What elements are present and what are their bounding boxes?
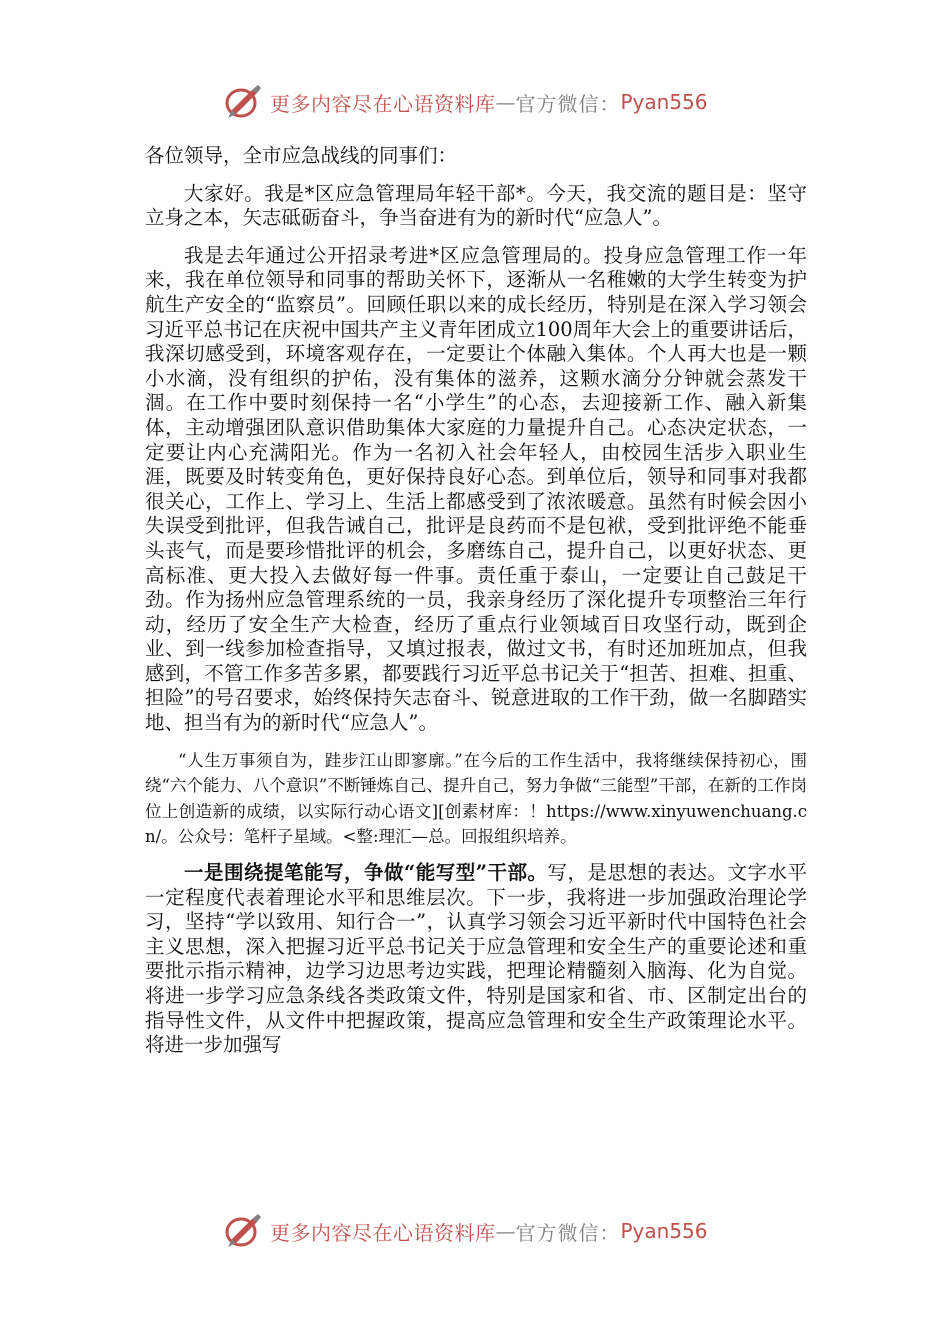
- section-heading: 一是围绕提笔能写，争做“能写型”干部。: [184, 861, 548, 885]
- section-body: 写，是思想的表达。文字水平一定程度代表着理论水平和思维层次。下一步，我将进一步加强政治理论学习，坚持“学以致用、知行合一”，认真学习领会习近平新时代中国特色社会主义思想，深入把握习近平总书记关于应急管理和安全生产的重要论述和重要批示指示精神，边学习边思考边实践，把理论精髓刻入脑海、化为自觉。将进一步学习应急条线各类政策文件，特别是国家和省、市、区制定出台的指导性文件，从文件中把握政策，提高应急管理和安全生产政策理论水平。将进一步加强写: [145, 861, 807, 1057]
- paragraph-section-one: [145, 861, 807, 1058]
- greeting: 各位领导，全市应急战线的同事们：: [145, 144, 458, 167]
- banner-text: 更多内容尽在心语资料库: [270, 1220, 496, 1245]
- banner-wechat-label: 官方微信：: [515, 91, 621, 116]
- header-banner: [222, 82, 728, 122]
- banner-wechat-id: Pyan556: [620, 1219, 708, 1243]
- banner-separator: —: [495, 90, 516, 114]
- pen-logo-icon: [222, 1211, 264, 1251]
- banner-wechat-label: 官方微信：: [515, 1220, 621, 1245]
- pen-logo-icon: [222, 82, 264, 122]
- paragraph-experience: 我是去年通过公开招录考进*区应急管理局的。投身应急管理工作一年来，我在单位领导和同事的帮助关怀下，逐渐从一名稚嫩的大学生转变为护航生产安全的“监察员”。回顾任职以来的成长经历，特别是在深入学习领会习近平总书记在庆祝中国共产主义青年团成立100周年大会上的重要讲话后，我深切感受到，环境客观存在，一定要让个体融入集体。个人再大也是一颗小水滴，没有组织的护佑，没有集体的滋养，这颗水滴分分钟就会蒸发干涸。在工作中要时刻保持一名“小学生”的心态，去迎接新工作、融入新集体，主动增强团队意识借助集体大家庭的力量提升自己。心态决定状态，一定要让内心充满阳光。作为一名初入社会年轻人，由校园生活步入职业生涯，既要及时转变角色，更好保持良好心态。到单位后，领导和同事对我都很关心，工作上、学习上、生活上都感受到了浓浓暖意。虽然有时候会因小失误受到批评，但我告诫自己，批评是良药而不是包袱，受到批评绝不能垂头丧气，而是要珍惜批评的机会，多磨练自己，提升自己，以更好状态、更高标准、更大投入去做好每一件事。责任重于泰山，一定要让自己鼓足干劲。作为扬州应急管理系统的一员，我亲身经历了深化提升专项整治三年行动，经历了安全生产大检查，经历了重点行业领域百日攻坚行动，既到企业、到一线参加检查指导，又填过报表，做过文书，有时还加班加点，但我感到，不管工作多苦多累，都要践行习近平总书记关于“担苦、担难、担重、担险”的号召要求，始终保持矢志奋斗、锐意进取的工作干劲，做一名脚踏实地、担当有为的新时代“应急人”。: [145, 243, 807, 735]
- banner-wechat-id: Pyan556: [620, 90, 708, 114]
- footer-banner: [222, 1211, 728, 1251]
- paragraph-quote: “人生万事须自为，跬步江山即寥廓。”在今后的工作生活中，我将继续保持初心，围绕“六个能力、八个意识”不断锤炼自己、提升自己，努力争做“三能型”干部，在新的工作岗位上创造新的成绩，以实际行动心语文][创素材库：！https://www.xinyuwenchuang.cn/。公众号：笔杆子星域。<整:理汇—总。回报组织培养。: [145, 750, 807, 847]
- banner-separator: —: [495, 1219, 516, 1243]
- paragraph-intro: 大家好。我是*区应急管理局年轻干部*。今天，我交流的题目是：坚守立身之本，矢志砥砺奋斗，争当奋进有为的新时代“应急人”。: [145, 181, 807, 230]
- banner-text: 更多内容尽在心语资料库: [270, 91, 496, 116]
- document-body: [145, 144, 807, 1058]
